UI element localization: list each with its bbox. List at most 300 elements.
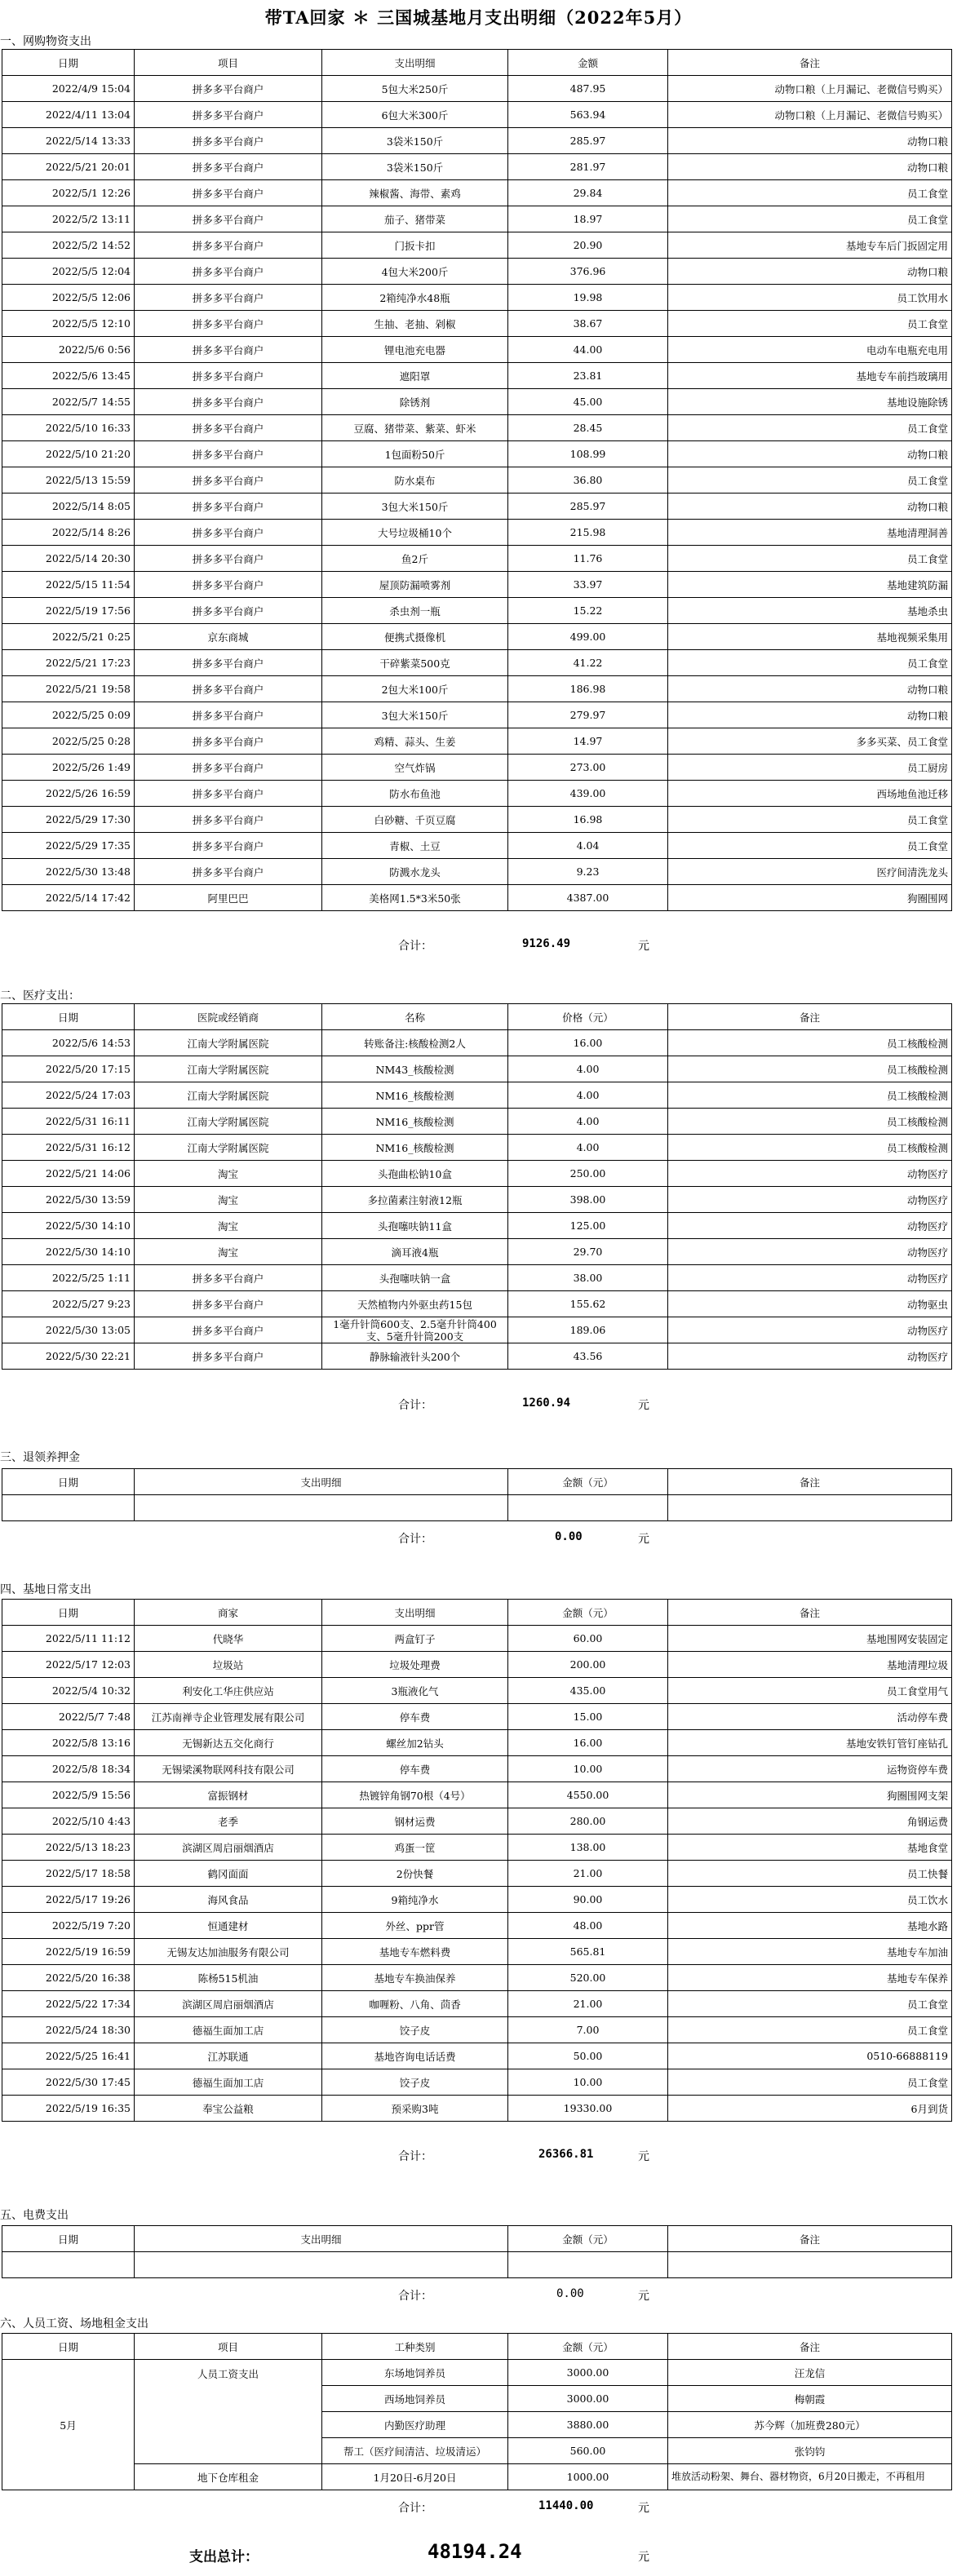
table-row [2,755,952,781]
table-cell: 138.00 [508,1835,668,1861]
table-cell: 281.97 [508,154,668,180]
table-cell: 20.90 [508,232,668,259]
table-cell: 拼多多平台商户 [135,572,322,598]
table-cell: 德福生面加工店 [135,2017,322,2043]
table-header-row [2,50,952,76]
table-cell: 2022/5/11 11:12 [2,1626,135,1652]
table-cell: 运物资停车费 [668,1756,952,1782]
rent-period-cell: 1月20日-6月20日 [322,2464,508,2490]
table-cell: 6包大米300斤 [322,102,508,128]
table-cell: 拼多多平台商户 [135,363,322,389]
table-cell: 520.00 [508,1965,668,1991]
column-header: 项目 [135,50,322,76]
table-cell: 无锡友达加油服务有限公司 [135,1939,322,1965]
table-row [2,206,952,232]
table-cell: 2022/5/19 16:35 [2,2096,135,2122]
table-cell: 动物医疗 [668,1343,952,1370]
table-cell: 江南大学附属医院 [135,1109,322,1135]
table-row [2,520,952,546]
table-row [2,702,952,728]
table-cell: 大号垃圾桶10个 [322,520,508,546]
table-cell: 2022/5/14 13:33 [2,128,135,154]
table-cell: 辣椒酱、海带、素鸡 [322,180,508,206]
table-cell: 员工食堂 [668,311,952,337]
table-row [2,1213,952,1239]
table-row [2,441,952,467]
table-cell: 外丝、ppr管 [322,1913,508,1939]
table-row [2,76,952,102]
table-cell: 拼多多平台商户 [135,76,322,102]
s3-total-value: 0.00 [555,1530,583,1543]
table-row [2,1056,952,1082]
table-cell: 员工食堂 [668,650,952,676]
s6-total-label: 合计： [398,2502,432,2515]
table-cell: 转账备注:核酸检测2人 [322,1030,508,1056]
table-cell: 无锡梁溪物联网科技有限公司 [135,1756,322,1782]
table-cell: 2022/5/21 19:58 [2,676,135,702]
table-cell: 员工食堂 [668,546,952,572]
table-cell: 动物口粮 [668,259,952,285]
table-cell: 2022/5/8 13:16 [2,1730,135,1756]
medical-table [2,1003,952,1370]
table-cell: 江南大学附属医院 [135,1082,322,1109]
table-row [2,1652,952,1678]
table-cell: 563.94 [508,102,668,128]
table-header-row [2,1600,952,1626]
table-cell: 拼多多平台商户 [135,1317,322,1343]
table-cell: 23.81 [508,363,668,389]
table-cell: 基地杀虫 [668,598,952,624]
table-cell: 员工核酸检测 [668,1056,952,1082]
table-cell: 2022/5/30 13:59 [2,1187,135,1213]
table-cell: 拼多多平台商户 [135,859,322,885]
section-1-heading: 一、网购物资支出 [0,35,91,48]
table-cell: 拼多多平台商户 [135,702,322,728]
table-row [2,1109,952,1135]
table-cell: 38.67 [508,311,668,337]
table-cell: 动物医疗 [668,1213,952,1239]
table-cell: 7.00 [508,2017,668,2043]
electricity-table [2,2225,952,2278]
table-cell: NM16_核酸检测 [322,1109,508,1135]
table-cell: 90.00 [508,1887,668,1913]
table-cell: 淘宝 [135,1239,322,1265]
table-cell: 拼多多平台商户 [135,807,322,833]
table-cell: 2022/5/24 18:30 [2,2017,135,2043]
table-cell: 利安化工华庄供应站 [135,1678,322,1704]
month-cell: 5月 [2,2360,135,2490]
table-cell: 2022/5/2 13:11 [2,206,135,232]
table-cell: 干碎紫菜500克 [322,650,508,676]
table-cell: 陈杨515机油 [135,1965,322,1991]
table-cell: 21.00 [508,1861,668,1887]
table-cell: NM16_核酸检测 [322,1135,508,1161]
table-row [2,259,952,285]
table-cell: 德福生面加工店 [135,2069,322,2096]
amount-cell: 560.00 [508,2438,668,2464]
amount-cell: 3000.00 [508,2386,668,2412]
section-5-heading: 五、电费支出 [0,2209,69,2222]
table-row [2,415,952,441]
column-header: 日期 [2,1600,135,1626]
table-cell: 1包面粉50斤 [322,441,508,467]
s1-total-label: 合计： [398,940,432,953]
table-row [2,363,952,389]
table-cell: 2022/5/14 8:26 [2,520,135,546]
table-cell: 恒通建材 [135,1913,322,1939]
table-cell: 18.97 [508,206,668,232]
job-type-cell: 西场地饲养员 [322,2386,508,2412]
table-cell: 拼多多平台商户 [135,1265,322,1291]
table-cell: 2022/5/29 17:30 [2,807,135,833]
table-cell: 200.00 [508,1652,668,1678]
job-type-cell: 内勤医疗助理 [322,2412,508,2438]
table-cell: 280.00 [508,1808,668,1835]
table-cell: 2022/5/30 14:10 [2,1239,135,1265]
table-row [2,1808,952,1835]
table-cell: 2022/5/26 1:49 [2,755,135,781]
table-cell: 3包大米150斤 [322,494,508,520]
table-cell: 员工食堂 [668,1991,952,2017]
s5-total-unit: 元 [638,2290,649,2303]
table-row [2,2017,952,2043]
table-cell: 江南大学附属医院 [135,1135,322,1161]
table-row [2,128,952,154]
table-cell: 拼多多平台商户 [135,1291,322,1317]
table-header-row [2,1469,952,1495]
table-cell: 拼多多平台商户 [135,441,322,467]
table-cell: 2022/5/21 0:25 [2,624,135,650]
table-row [2,1343,952,1370]
grand-total-value: 48194.24 [428,2540,522,2563]
column-header: 备注 [668,1004,952,1030]
table-cell: 拼多多平台商户 [135,259,322,285]
column-header: 备注 [668,2334,952,2360]
job-type-cell: 东场地饲养员 [322,2360,508,2386]
table-cell: 2022/5/21 14:06 [2,1161,135,1187]
table-cell: 15.00 [508,1704,668,1730]
table-cell: 11.76 [508,546,668,572]
table-cell: 29.84 [508,180,668,206]
table-cell: 44.00 [508,337,668,363]
table-cell: 动物医疗 [668,1317,952,1343]
table-row [2,1161,952,1187]
rent-category-cell: 地下仓库租金 [135,2464,322,2490]
table-cell: 动物口粮 [668,128,952,154]
table-cell: 19.98 [508,285,668,311]
table-cell: 拼多多平台商户 [135,755,322,781]
table-cell: 0510-66888119 [668,2043,952,2069]
table-cell: 垃圾站 [135,1652,322,1678]
table-row [2,1991,952,2017]
table-cell: 487.95 [508,76,668,102]
table-cell: 3袋米150斤 [322,154,508,180]
table-cell: 398.00 [508,1187,668,1213]
table-row [2,2360,952,2386]
table-cell: 鱼2斤 [322,546,508,572]
table-cell: 两盒钉子 [322,1626,508,1652]
table-cell: 125.00 [508,1213,668,1239]
table-cell: 鸡精、蒜头、生姜 [322,728,508,755]
table-row [2,572,952,598]
table-row [2,885,952,911]
column-header: 支出明细 [322,1600,508,1626]
table-cell: 多多买菜、员工食堂 [668,728,952,755]
table-cell: 41.22 [508,650,668,676]
table-cell: 2022/5/14 17:42 [2,885,135,911]
column-header: 备注 [668,1469,952,1495]
table-cell: 鹤冈面面 [135,1861,322,1887]
table-cell: 代晓华 [135,1626,322,1652]
table-cell: 2022/5/19 17:56 [2,598,135,624]
table-cell: 215.98 [508,520,668,546]
table-cell: 滨湖区周启丽烟酒店 [135,1835,322,1861]
table-cell: 奉宝公益粮 [135,2096,322,2122]
table-cell: 4387.00 [508,885,668,911]
table-cell: 189.06 [508,1317,668,1343]
table-cell: 基地专车燃料费 [322,1939,508,1965]
table-cell: 拼多多平台商户 [135,311,322,337]
table-cell: 京东商城 [135,624,322,650]
table-cell: 拼多多平台商户 [135,833,322,859]
table-cell: 停车费 [322,1704,508,1730]
table-cell: 拼多多平台商户 [135,546,322,572]
table-cell: 2022/4/11 13:04 [2,102,135,128]
table-cell: 员工厨房 [668,755,952,781]
table-cell: 45.00 [508,389,668,415]
table-cell: 防水桌布 [322,467,508,494]
table-cell: 生抽、老抽、剁椒 [322,311,508,337]
table-row [2,546,952,572]
column-header: 商家 [135,1600,322,1626]
table-cell: 2箱纯净水48瓶 [322,285,508,311]
section-3-heading: 三、退领养押金 [0,1451,80,1464]
s1-total-unit: 元 [638,940,649,953]
online-purchase-table [2,49,952,911]
table-cell: 头孢噻呋钠一盒 [322,1265,508,1291]
table-cell: 60.00 [508,1626,668,1652]
table-row [2,1782,952,1808]
table-cell: 员工食堂 [668,467,952,494]
s2-total-value: 1260.94 [522,1396,571,1410]
table-cell: 静脉输液针头200个 [322,1343,508,1370]
table-cell: 14.97 [508,728,668,755]
table-cell: 2022/5/25 0:09 [2,702,135,728]
table-cell: 3袋米150斤 [322,128,508,154]
table-cell: 2022/5/15 11:54 [2,572,135,598]
table-row [2,285,952,311]
table-cell: 基地食堂 [668,1835,952,1861]
s4-total-label: 合计： [398,2150,432,2163]
table-row [2,1835,952,1861]
table-row [2,232,952,259]
table-cell: 2022/5/31 16:11 [2,1109,135,1135]
table-cell: 拼多多平台商户 [135,781,322,807]
table-cell: 4.04 [508,833,668,859]
table-cell: 杀虫剂一瓶 [322,598,508,624]
table-cell: 角钢运费 [668,1808,952,1835]
table-row [2,2069,952,2096]
table-cell: 3瓶液化气 [322,1678,508,1704]
table-cell: 基地专车后门扳固定用 [668,232,952,259]
s4-total-unit: 元 [638,2150,649,2163]
table-row [2,598,952,624]
table-cell: 淘宝 [135,1187,322,1213]
column-header: 金额（元） [508,1469,668,1495]
table-cell: 遮阳罩 [322,363,508,389]
table-row [2,154,952,180]
table-cell: 员工快餐 [668,1861,952,1887]
table-cell: 2022/5/30 22:21 [2,1343,135,1370]
table-cell: 西场地鱼池迁移 [668,781,952,807]
table-cell: 拼多多平台商户 [135,102,322,128]
table-cell: 2022/5/20 16:38 [2,1965,135,1991]
table-cell: 拼多多平台商户 [135,285,322,311]
table-cell: 拼多多平台商户 [135,180,322,206]
column-header: 日期 [2,2334,135,2360]
table-cell: 动物口粮 [668,676,952,702]
table-row [2,337,952,363]
table-cell: 拼多多平台商户 [135,206,322,232]
s2-total-label: 合计： [398,1399,432,1412]
table-cell: 基地专车加油 [668,1939,952,1965]
table-cell: 4.00 [508,1082,668,1109]
table-cell: 拼多多平台商户 [135,728,322,755]
table-cell: 员工食堂 [668,2069,952,2096]
table-cell: 2022/5/26 16:59 [2,781,135,807]
table-cell: 老季 [135,1808,322,1835]
table-cell: 螺丝加2钻头 [322,1730,508,1756]
column-header: 价格（元） [508,1004,668,1030]
table-cell: 16.00 [508,1730,668,1756]
amount-cell: 3880.00 [508,2412,668,2438]
table-cell: 435.00 [508,1678,668,1704]
note-cell: 梅朝霞 [668,2386,952,2412]
table-cell: 16.00 [508,1030,668,1056]
table-cell: 江南大学附属医院 [135,1030,322,1056]
table-cell: 285.97 [508,128,668,154]
table-cell: 茄子、猪带菜 [322,206,508,232]
table-cell: 4550.00 [508,1782,668,1808]
table-row [2,1135,952,1161]
table-cell: 2022/5/10 21:20 [2,441,135,467]
table-cell: 天然植物内外驱虫药15包 [322,1291,508,1317]
table-cell: 海风食品 [135,1887,322,1913]
table-cell: 狗圈围网支架 [668,1782,952,1808]
column-header: 金额（元） [508,2226,668,2252]
table-cell: 动物驱虫 [668,1291,952,1317]
table-header-row [2,1004,952,1030]
table-cell: 1毫升针筒600支、2.5毫升针筒400支、5毫升针筒200支 [322,1317,508,1343]
table-cell: 2022/5/19 16:59 [2,1939,135,1965]
table-cell: 2022/5/17 18:58 [2,1861,135,1887]
table-cell: 273.00 [508,755,668,781]
table-cell: 285.97 [508,494,668,520]
table-cell: 动物医疗 [668,1161,952,1187]
table-cell: 2022/5/21 17:23 [2,650,135,676]
table-cell: 白砂糖、千页豆腐 [322,807,508,833]
table-cell: 19330.00 [508,2096,668,2122]
table-cell: NM43_核酸检测 [322,1056,508,1082]
table-cell: 阿里巴巴 [135,885,322,911]
table-cell: 4包大米200斤 [322,259,508,285]
table-cell: 员工食堂 [668,206,952,232]
table-cell: 2022/5/19 7:20 [2,1913,135,1939]
table-cell: 拼多多平台商户 [135,415,322,441]
section-2-heading: 二、医疗支出： [0,989,80,1003]
table-cell: 豆腐、猪带菜、紫菜、虾米 [322,415,508,441]
s6-total-unit: 元 [638,2502,649,2515]
column-header: 备注 [668,1600,952,1626]
table-cell: 动物口粮（上月漏记、老微信号购买） [668,102,952,128]
table-cell: 2022/5/30 13:05 [2,1317,135,1343]
table-cell: 拼多多平台商户 [135,520,322,546]
table-cell: 员工食堂 [668,2017,952,2043]
table-cell: 2022/5/31 16:12 [2,1135,135,1161]
table-cell: 2022/5/14 8:05 [2,494,135,520]
salary-rent-table [2,2333,952,2490]
table-cell: 员工核酸检测 [668,1135,952,1161]
table-cell: 拼多多平台商户 [135,494,322,520]
table-cell: 无锡新达五交化商行 [135,1730,322,1756]
table-cell: 淘宝 [135,1213,322,1239]
table-cell: 2022/5/25 0:28 [2,728,135,755]
table-cell: 垃圾处理费 [322,1652,508,1678]
table-cell: 38.00 [508,1265,668,1291]
table-cell: 2022/5/5 12:06 [2,285,135,311]
page-title: 带TA回家 ＊ 三国城基地月支出明细（2022年5月） [264,7,693,28]
table-cell: 拼多多平台商户 [135,232,322,259]
table-cell: 鸡蛋一筐 [322,1835,508,1861]
table-row [2,1939,952,1965]
table-cell: 预采购3吨 [322,2096,508,2122]
table-cell: 拼多多平台商户 [135,389,322,415]
table-cell: 基地清理洞善 [668,520,952,546]
table-row [2,1704,952,1730]
table-cell: 2022/5/1 12:26 [2,180,135,206]
table-cell: 基地围网安装固定 [668,1626,952,1652]
table-cell: 4.00 [508,1056,668,1082]
table-row [2,1030,952,1056]
table-cell: 防水布鱼池 [322,781,508,807]
table-cell: 2022/5/21 20:01 [2,154,135,180]
table-cell: 186.98 [508,676,668,702]
s1-total-value: 9126.49 [522,937,571,950]
table-row [2,859,952,885]
table-cell: 2022/5/25 1:11 [2,1265,135,1291]
table-cell: 动物医疗 [668,1239,952,1265]
table-cell: 除锈剂 [322,389,508,415]
s6-total-value: 11440.00 [538,2499,594,2512]
table-cell: 空气炸锅 [322,755,508,781]
table-row [2,1913,952,1939]
table-cell: 2022/5/6 14:53 [2,1030,135,1056]
daily-expense-table [2,1599,952,2122]
table-cell: 头孢噻呋钠11盒 [322,1213,508,1239]
table-cell: 员工饮用水 [668,285,952,311]
s3-total-unit: 元 [638,1533,649,1546]
table-cell: 拼多多平台商户 [135,128,322,154]
table-cell: 拼多多平台商户 [135,337,322,363]
table-cell: 28.45 [508,415,668,441]
column-header: 医院或经销商 [135,1004,322,1030]
table-header-row [2,2334,952,2360]
s3-total-label: 合计： [398,1533,432,1546]
table-cell: 2022/5/9 15:56 [2,1782,135,1808]
column-header: 备注 [668,50,952,76]
table-cell: 43.56 [508,1343,668,1370]
table-row [2,1730,952,1756]
